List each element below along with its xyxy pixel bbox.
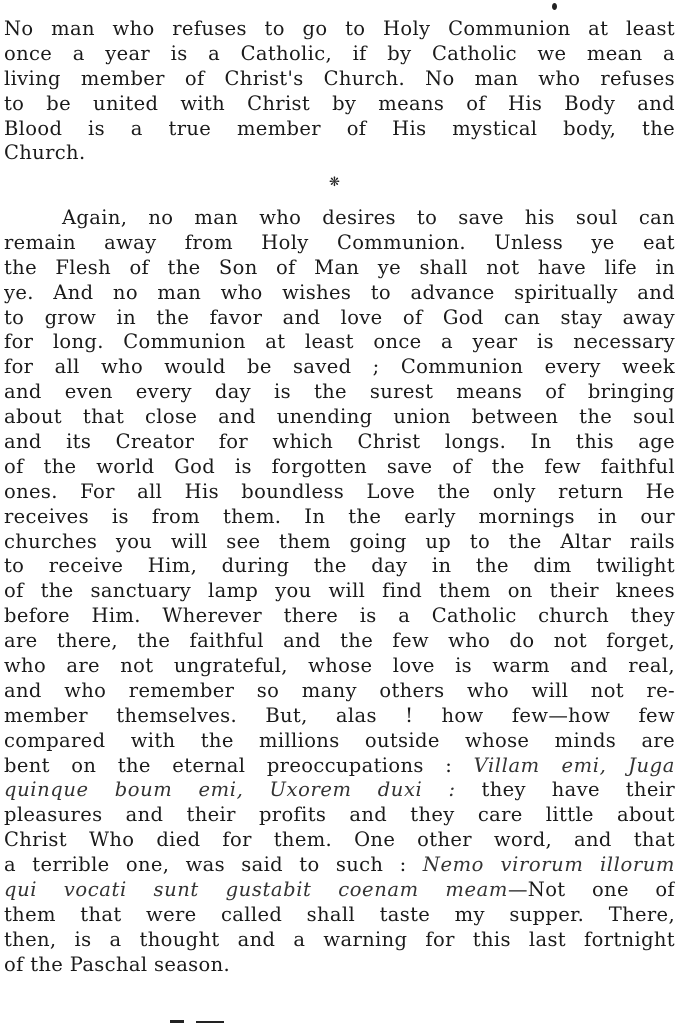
- text-line: to grow in the favor and love of God can stay away: [4, 305, 675, 329]
- text-line: compared with the millions outside whose minds are: [4, 728, 675, 752]
- text-line: of the sanctuary lamp you will find them on their knees: [4, 579, 675, 603]
- text-line: before Him. Wherever there is a Catholic church they: [4, 604, 675, 628]
- roman-text: a terrible one, was said to such :: [4, 853, 423, 877]
- text-line: who are not ungrateful, whose love is warm and real,: [4, 654, 675, 678]
- text-line: Christ Who died for them. One other word, and that: [4, 828, 675, 852]
- text-line: remain away from Holy Communion. Unless ye eat: [4, 230, 675, 254]
- text-line: ye. And no man who wishes to advance spiritually and: [4, 280, 675, 304]
- text-line-mixed: [4, 778, 675, 803]
- text-line: of the Paschal season.: [4, 952, 231, 976]
- text-line: living member of Christ's Church. No man who refuses: [4, 66, 675, 90]
- text-line: Church.: [4, 141, 86, 165]
- footer-rule: [170, 1020, 184, 1023]
- text-line: of the world God is forgotten save of the few faithful: [4, 454, 675, 478]
- text-line-mixed: [4, 754, 675, 779]
- text-line: member themselves. But, alas ! how few—how few: [4, 703, 675, 727]
- roman-text: they have their: [455, 778, 675, 802]
- text-line: then, is a thought and a warning for this last fortnight: [4, 927, 675, 951]
- roman-text: —Not one of: [507, 878, 675, 902]
- text-line: and even every day is the surest means of bringing: [4, 380, 675, 404]
- latin-quotation: Nemo virorum illorum: [422, 853, 675, 877]
- paragraph-2: [4, 206, 675, 978]
- latin-quotation: Villam emi, Juga: [473, 753, 675, 777]
- text-line: them that were called shall taste my supper. There,: [4, 902, 675, 926]
- text-line: for all who would be saved ; Communion every week: [4, 355, 675, 379]
- text-line: and who remember so many others who will not re-: [4, 678, 675, 702]
- section-ornament-icon: ❋: [329, 175, 340, 190]
- text-line: for long. Communion at least once a year is necessary: [4, 330, 675, 354]
- footer-rule: [196, 1021, 224, 1023]
- text-line: and its Creator for which Christ longs. In this age: [4, 430, 675, 454]
- latin-quotation: qui vocati sunt gustabit coenam meam: [4, 878, 508, 902]
- text-line: pleasures and their profits and they care little about: [4, 803, 675, 827]
- text-line: receives is from them. In the early mornings in our: [4, 504, 675, 528]
- text-line: Blood is a true member of His mystical body, the: [4, 116, 675, 140]
- text-line-mixed: [4, 878, 675, 903]
- text-line: are there, the faithful and the few who do not forget,: [4, 629, 675, 653]
- text-line: the Flesh of the Son of Man ye shall not have life in: [4, 255, 675, 279]
- text-line: No man who refuses to go to Holy Communion at least: [4, 17, 675, 40]
- roman-text: bent on the eternal preoccupations :: [4, 753, 474, 777]
- text-line: ones. For all His boundless Love the only return He: [4, 479, 675, 503]
- print-speck: [552, 3, 557, 10]
- text-line: to be united with Christ by means of His Body and: [4, 91, 675, 115]
- text-line: once a year is a Catholic, if by Catholic we mean a: [4, 41, 675, 65]
- text-line: Again, no man who desires to save his soul can: [62, 206, 675, 229]
- latin-quotation: quinque boum emi, Uxorem duxi :: [4, 778, 456, 802]
- text-line: to receive Him, during the day in the dim twilight: [4, 554, 675, 578]
- paragraph-1: [4, 17, 675, 166]
- text-line: about that close and unending union between the soul: [4, 405, 675, 429]
- text-line: churches you will see them going up to the Altar rails: [4, 529, 675, 553]
- text-line-mixed: [4, 853, 675, 878]
